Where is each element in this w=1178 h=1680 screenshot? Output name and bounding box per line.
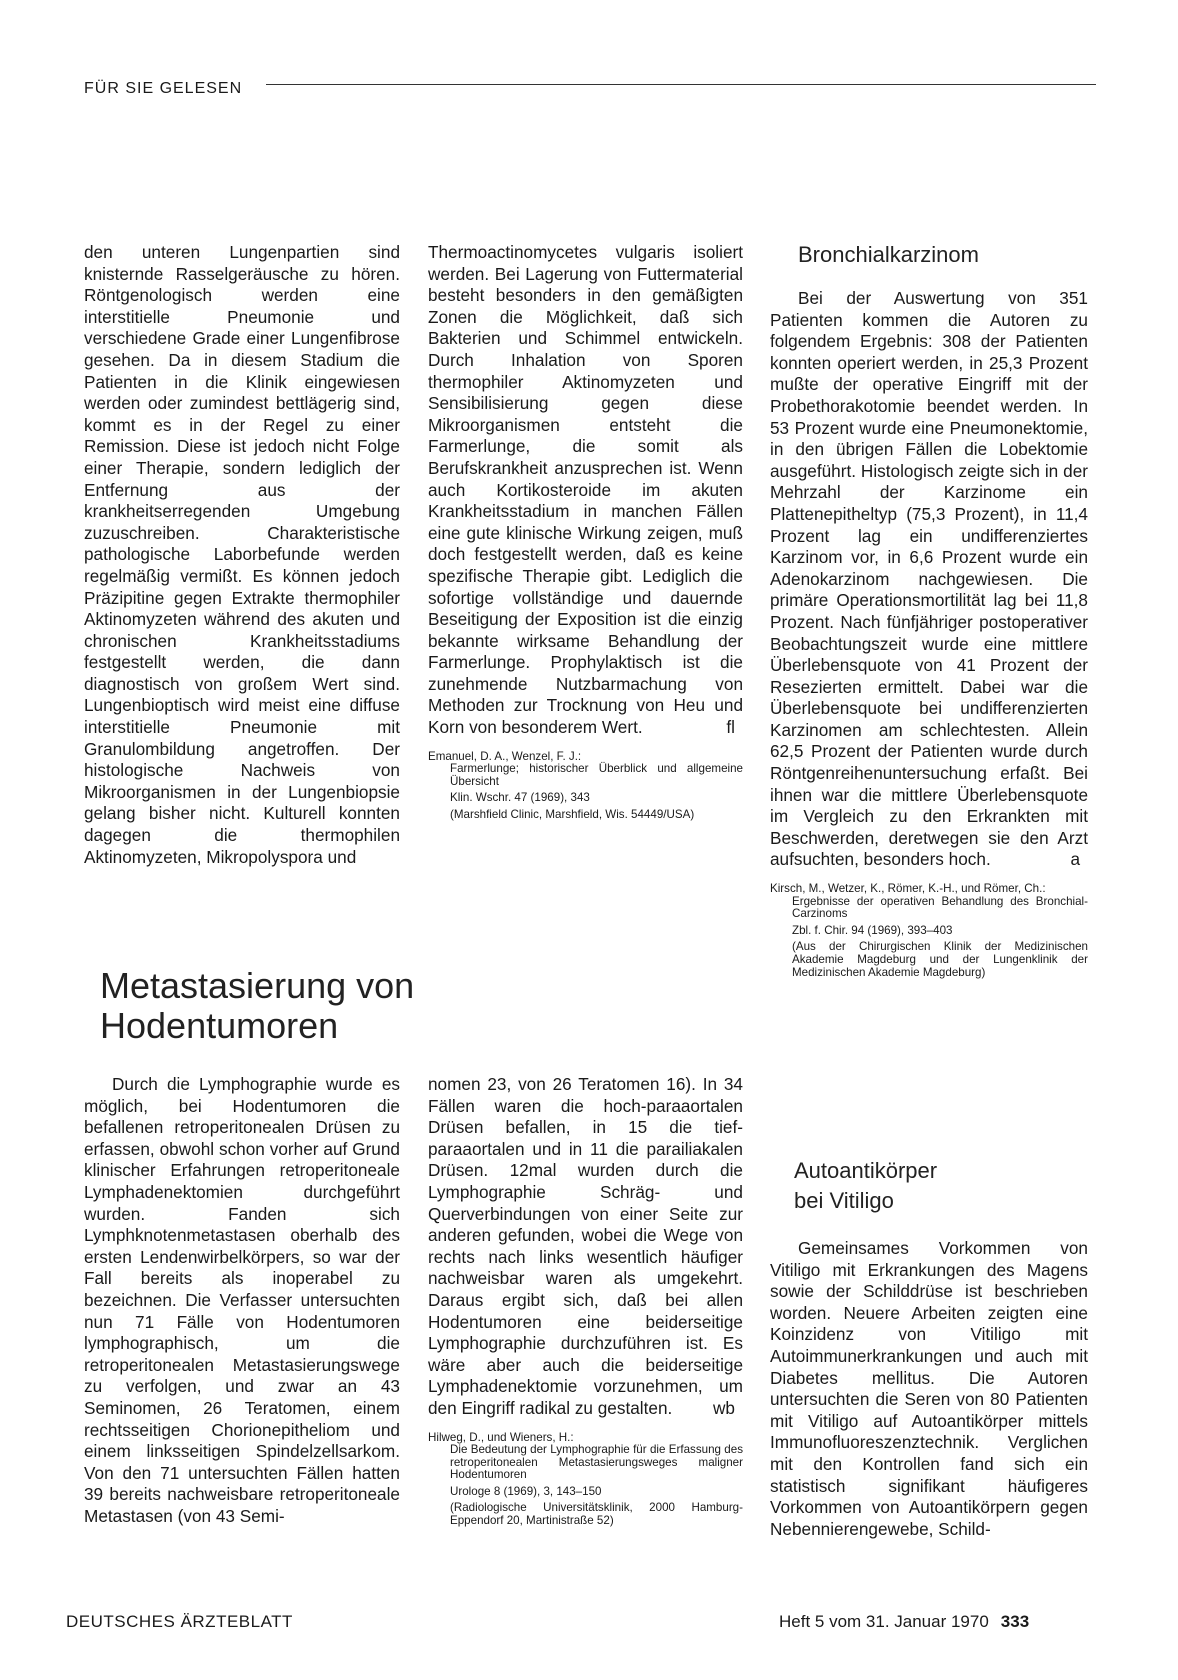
reference-title: Farmerlunge; historischer Überblick und allgemeine Übersicht	[450, 762, 743, 788]
reference-title: Ergebnisse der operativen Behandlung des Bronchial-Carzinoms	[792, 894, 1088, 921]
article-heading: Bronchialkarzinom	[798, 242, 979, 267]
reference-authors: Hilweg, D., und Wieners, H.:	[428, 1430, 574, 1444]
header-rule	[266, 84, 1096, 85]
article4-col	[770, 1238, 1088, 1540]
author-signature: fl	[726, 717, 735, 738]
author-signature: a	[1070, 849, 1080, 870]
reference-address: (Aus der Chirurgischen Klinik der Medizinischen Akademie Magdeburg und der Lungenklinik der Medizinischen Akademie Magdeburg)	[792, 940, 1088, 979]
article3-col	[770, 288, 1088, 979]
reference-title: Die Bedeutung der Lymphographie für die Erfassung des retroperitonealen Metastasierungsweges maligner Hodentumoren	[450, 1443, 743, 1482]
footer-issue-info	[779, 1612, 1029, 1632]
col2-top-text-block	[428, 242, 743, 822]
article2-col1	[84, 1074, 400, 1527]
section-label: FÜR SIE GELESEN	[84, 80, 243, 97]
body-paragraph: den unteren Lungenpartien sind knisternde Rasselgeräusche zu hören. Röntgenologisch werden eine interstitielle Pneumonie und verschiedene Grade einer Lungenfibrose gesehen. Da in diesem Stadium die Patienten in die Klinik eingewiesen werden oder zumindest bettlägerig sind, kommt es in der Regel zu einer Remission. Diese ist jedoch nicht Folge einer Therapie, sondern lediglich der Entfernung aus der krankheitserregenden Umgebung zuzuschreiben. Charakteristische pathologische Laborbefunde werden regelmäßig vermißt. Es können jedoch Präzipitine gegen Extrakte thermophiler Aktinomyzeten während des akuten und chronischen Krankheitsstadiums festgestellt werden, die dann diagnostisch von großem Wert sind. Lungenbioptisch wird meist eine diffuse interstitielle Pneumonie mit Granulombildung angetroffen. Der histologische Nachweis von Mikroorganismen in der Lungenbiopsie gelang bisher nicht. Kulturell konnten dagegen die thermophilen Aktinomyzeten, Mikropolyspora und	[84, 242, 400, 867]
body-paragraph: nomen 23, von 26 Teratomen 16). In 34 Fällen waren die hoch-paraaortalen Drüsen befallen, in 15 die tief-paraaortalen und in 11 die parailiakalen Drüsen. 12mal wurden durch die Lymphographie Schräg- und Querverbindungen von einer Seite zur anderen gefunden, wobei die Wege von rechts nach links wesentlich häufiger nachweisbar waren als umgekehrt. Daraus ergibt sich, daß bei allen Hodentumoren eine beiderseitige Lymphographie durchzuführen ist. Es wäre aber auch die beiderseitige Lymphadenektomie vorzunehmen, um den Eingriff radikal zu gestalten. wb	[428, 1074, 743, 1418]
footer-issue: Heft 5 vom 31. Januar 1970	[779, 1612, 989, 1631]
page-number: 333	[1000, 1612, 1030, 1631]
author-signature: wb	[713, 1397, 735, 1418]
reference-address: (Marshfield Clinic, Marshfield, Wis. 54449/USA)	[450, 808, 695, 822]
article-heading	[794, 1156, 1074, 1216]
reference-block	[428, 751, 743, 822]
article-heading-line: Autoantikörper	[794, 1158, 938, 1183]
reference-block	[770, 883, 1088, 979]
body-paragraph: Thermoactinomycetes vulgaris isoliert werden. Bei Lagerung von Futtermaterial besteht besonders in den gemäßigten Zonen die Möglichkeit, daß sich Bakterien und Schimmel entwickeln. Durch Inhalation von Sporen thermophiler Aktinomyzeten und Sensibilisierung gegen diese Mikroorganismen entsteht die Farmerlunge, die somit als Berufskrankheit anzusprechen ist. Wenn auch Kortikosteroide im akuten Krankheitsstadium in manchen Fällen eine gute klinische Wirkung zeigen, muß doch festgestellt werden, daß es keine spezifische Therapie gibt. Lediglich die sofortige vollständige und dauernde Beseitigung der Exposition ist die einzig bekannte wirksame Behandlung der Farmerlunge. Prophylaktisch ist die zunehmende Nutzbarmachung von Methoden zur Trocknung von Heu und Korn von besonderem Wert. fl	[428, 242, 743, 738]
reference-authors: Kirsch, M., Wetzer, K., Römer, K.-H., und Römer, Ch.:	[770, 882, 1046, 896]
reference-journal: Klin. Wschr. 47 (1969), 343	[450, 791, 590, 805]
article-heading	[100, 966, 460, 1046]
reference-journal: Zbl. f. Chir. 94 (1969), 393–403	[792, 923, 953, 937]
col1-top-text-block	[84, 242, 400, 868]
article-heading-line: bei Vitiligo	[794, 1188, 894, 1213]
article-heading-line: Metastasierung von	[100, 965, 415, 1006]
body-paragraph: Durch die Lymphographie wurde es möglich, bei Hodentumoren die befallenen retroperitonealen Drüsen zu erfassen, obwohl schon vorher auf Grund klinischer Erfahrungen retroperitoneale Lymphadenektomien durchgeführt wurden. Fanden sich Lymphknotenmetastasen oberhalb des ersten Lendenwirbelkörpers, so war der Fall bereits als inoperabel zu bezeichnen. Die Verfasser untersuchten nun 71 Fälle von Hodentumoren lymphographisch, um die retroperitonealen Metastasierungswege zu verfolgen, und zwar an 43 Seminomen, 26 Teratomen, einem rechtsseitigen Chorionepitheliom und einem linksseitigen Spindelzellsarkom. Von den 71 untersuchten Fällen hatten 39 bereits nachweisbare retroperitoneale Metastasen (von 43 Semi-	[84, 1074, 400, 1526]
footer-publication: DEUTSCHES ÄRZTEBLATT	[66, 1612, 293, 1631]
reference-address: (Radiologische Universitätsklinik, 2000 Hamburg-Eppendorf 20, Martinistraße 52)	[450, 1501, 743, 1528]
article-heading-line: Hodentumoren	[100, 1005, 339, 1046]
article2-col2	[428, 1074, 743, 1528]
reference-authors: Emanuel, D. A., Wenzel, F. J.:	[428, 749, 582, 763]
reference-block	[428, 1432, 743, 1528]
body-paragraph: Bei der Auswertung von 351 Patienten kommen die Autoren zu folgendem Ergebnis: 308 der Patienten konnten operiert werden, in 25,3 Prozent mußte der operative Eingriff mit der Probethorakotomie beendet werden. In 53 Prozent wurde eine Pneumonektomie, in den übrigen Fällen die Lobektomie ausgeführt. Histologisch zeigte sich in der Mehrzahl der Karzinome ein Plattenepitheltyp (75,3 Prozent), in 11,4 Prozent lag ein undifferenziertes Karzinom vor, in 6,6 Prozent wurde ein Adenokarzinom nachgewiesen. Die primäre Operationsmortilität lag bei 11,8 Prozent. Nach fünfjähriger postoperativer Beobachtungszeit wurde eine mittlere Überlebensquote von 41 Prozent der Resezierten ermittelt. Dabei war die Überlebensquote bei undifferenzierten Karzinomen am schlechtesten. Allein 62,5 Prozent der Patienten wurde durch Röntgenreihenuntersuchung erfaßt. Bei ihnen war die mittlere Überlebensquote im Vergleich zu den Erkrankten mit Beschwerden, deretwegen sie den Arzt aufsuchten, besonders hoch. a	[770, 288, 1088, 870]
reference-journal: Urologe 8 (1969), 3, 143–150	[450, 1484, 602, 1498]
body-paragraph: Gemeinsames Vorkommen von Vitiligo mit Erkrankungen des Magens sowie der Schilddrüse ist beschrieben worden. Neuere Arbeiten zeigten eine Koinzidenz von Vitiligo mit Autoimmunerkrankungen und auch mit Diabetes mellitus. Die Autoren untersuchten die Seren von 80 Patienten mit Vitiligo auf Autoantikörper mittels Immunofluoreszenztechnik. Verglichen mit den Kontrollen fand sich ein statistisch signifikant häufigeres Vorkommen von Autoantikörpern gegen Nebennierengewebe, Schild-	[770, 1238, 1088, 1539]
